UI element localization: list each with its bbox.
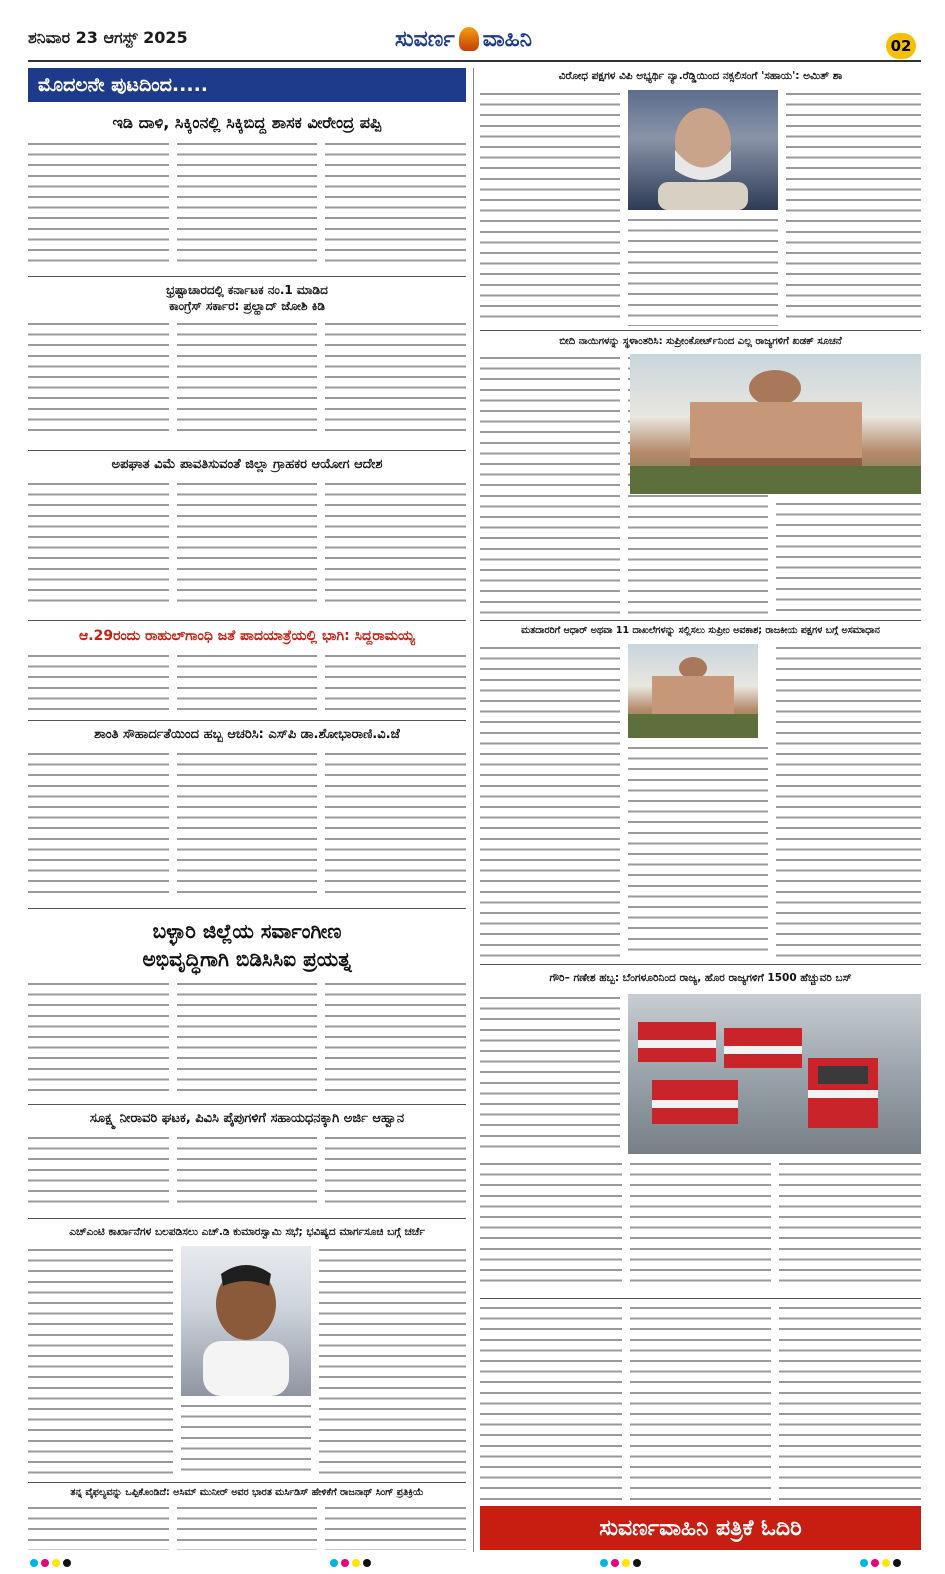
divider — [480, 964, 921, 965]
article-body-hmt-col1 — [28, 1246, 173, 1476]
article-headline-bdcci-1: ಬಳ್ಳಾರಿ ಜಿಲ್ಲೆಯ ಸರ್ವಾಂಗೀಣ — [152, 919, 342, 943]
masthead-divider — [28, 60, 921, 62]
article-headline-extra-buses: ಗೌರಿ– ಗಣೇಶ ಹಬ್ಬ: ಬೆಂಗಳೂರಿನಿಂದ ರಾಜ್ಯ, ಹೊರ ರಾಜ್ಯಗಳಿಗೆ 1500 ಹೆಚ್ಚುವರಿ ಬಸ್ — [549, 972, 852, 984]
article-body-joshi — [28, 320, 466, 438]
photo-supreme-court — [630, 354, 921, 494]
right-column — [480, 68, 921, 1552]
article-headline-sp-festival: ಶಾಂತಿ ಸೌಹಾರ್ದತೆಯಿಂದ ಹಬ್ಬ ಆಚರಿಸಿ: ಎಸ್‌ಪಿ ಡಾ.ಶೋಭಾರಾಣಿ.ವಿ.ಜೆ — [94, 727, 400, 742]
section-title: ಮೊದಲನೇ ಪುಟದಿಂದ..... — [28, 68, 466, 102]
photo-ksrtc-buses — [628, 994, 921, 1154]
photo-supreme-court-2 — [628, 644, 758, 738]
article-headline-joshi-2: ಕಾಂಗ್ರೆಸ್ ಸರ್ಕಾರ: ಪ್ರಲ್ಹಾದ್ ಜೋಶಿ ಕಿಡಿ — [169, 299, 325, 313]
divider — [28, 1218, 466, 1219]
article-body-aadhaar-col1 — [480, 644, 620, 958]
issue-date: ಶನಿವಾರ 23 ಆಗಸ್ಟ್ 2025 — [28, 28, 188, 47]
flame-icon — [459, 27, 479, 51]
article-headline-hmt: ಎಚ್‌ಎಂಟಿ ಕಾರ್ಖಾನೆಗಳ ಬಲಪಡಿಸಲು ಎಚ್.ಡಿ ಕುಮಾರಸ್ವಾಮಿ ಸಭೆ; ಭವಿಷ್ಯದ ಮಾರ್ಗಸೂಚಿ ಬಗ್ಗೆ ಚರ್ಚೆ — [69, 1226, 425, 1238]
newspaper-logo — [395, 24, 532, 54]
article-body-bdcci — [28, 980, 466, 1098]
article-body-rahul-yatra — [28, 652, 466, 716]
article-body-rajnath — [28, 1504, 466, 1550]
article-headline-aadhaar-voters: ಮತದಾರರಿಗೆ ಆಧಾರ್ ಅಥವಾ 11 ದಾಖಲೆಗಳನ್ನು ಸಲ್ಲಿಸಲು ಸುಪ್ರೀಂ ಅವಕಾಶ; ರಾಜಕೀಯ ಪಕ್ಷಗಳ ಬಗ್ಗೆ ಅಸಮಾಧಾನ — [521, 625, 880, 636]
print-registration-marks — [0, 1555, 945, 1574]
article-body-amit-col2 — [628, 216, 778, 326]
article-headline-joshi-1: ಭ್ರಷ್ಟಾಚಾರದಲ್ಲಿ ಕರ್ನಾಟಕ ನಂ.1 ಮಾಡಿದ — [166, 283, 328, 297]
article-body-dogs-col3 — [776, 500, 921, 614]
article-body-aadhaar-col3 — [776, 644, 921, 958]
left-column — [28, 68, 466, 1552]
divider — [28, 1482, 466, 1483]
divider — [480, 620, 921, 621]
photo-kumaraswamy — [181, 1246, 311, 1396]
article-headline-bdcci-2: ಅಭಿವೃದ್ಧಿಗಾಗಿ ಬಿಡಿಸಿಸಿಐ ಪ್ರಯತ್ನ — [142, 947, 352, 971]
registration-dots-right — [600, 1559, 641, 1567]
article-body-amit-col3 — [786, 90, 921, 326]
article-body-bus-lower — [480, 1160, 921, 1290]
article-headline-insurance-order: ಅಪಘಾತ ವಿಮೆ ಪಾವತಿಸುವಂತೆ ಜಿಲ್ಲಾ ಗ್ರಾಹಕರ ಆಯೋಗ ಆದೇಶ — [111, 457, 383, 472]
article-headline-stray-dogs: ಬೀದಿ ನಾಯಿಗಳನ್ನು ಸ್ಥಳಾಂತರಿಸಿ: ಸುಪ್ರೀಂಕೋರ್ಟ್‌ನಿಂದ ಎಲ್ಲ ರಾಜ್ಯಗಳಿಗೆ ಖಡಕ್ ಸೂಚನೆ — [559, 336, 842, 347]
article-body-dogs-col1 — [480, 354, 620, 614]
article-body-amit-col1 — [480, 90, 620, 326]
article-body-insurance-order — [28, 480, 466, 610]
masthead — [0, 0, 945, 62]
article-body-sp-festival — [28, 750, 466, 900]
divider — [28, 720, 466, 721]
article-body-hmt-col3 — [319, 1246, 466, 1476]
article-headline-amit-shah: ವಿರೋಧ ಪಕ್ಷಗಳ ವಿಪಿ ಅಭ್ಯರ್ಥಿ ನ್ಯಾ.ರೆಡ್ಡಿಯಿಂದ ನಕ್ಸಲಿಸಂಗೆ 'ಸಹಾಯ': ಅಮಿತ್ ಶಾ — [558, 70, 843, 82]
registration-dots-far-right — [860, 1559, 901, 1567]
article-body-irrigation — [28, 1134, 466, 1210]
article-headline-mla-ed-raid: ಇಡಿ ದಾಳಿ, ಸಿಕ್ಕಿಂನಲ್ಲಿ ಸಿಕ್ಕಿಬಿದ್ದ ಶಾಸಕ ವೀರೇಂದ್ರ ಪಪ್ಪಿ — [112, 113, 382, 132]
divider — [480, 1298, 921, 1299]
promo-banner: ಸುವರ್ಣವಾಹಿನಿ ಪತ್ರಿಕೆ ಓದಿರಿ — [480, 1506, 921, 1550]
article-body-mla-ed-raid — [28, 140, 466, 270]
article-headline-rajnath: ತನ್ನ ವೈಫಲ್ಯವನ್ನು ಒಪ್ಪಿಕೊಂಡಿದೆ: ಅಸಿಮ್ ಮುನೀರ್ ಅವರ ಭಾರತ ಮರ್ಸಿಡಿಸ್ ಹೇಳಿಕೆಗೆ ರಾಜನಾಥ್ ಸಿಂಗ್ ಪ್ರತಿಕ್ರಿಯೆ — [70, 1487, 424, 1498]
column-divider — [473, 68, 474, 1552]
divider — [480, 330, 921, 331]
registration-dots-left — [30, 1559, 71, 1567]
divider — [28, 620, 466, 621]
article-headline-irrigation: ಸೂಕ್ಷ್ಮ ನೀರಾವರಿ ಘಟಕ, ಪಿವಿಸಿ ಪೈಪುಗಳಿಗೆ ಸಹಾಯಧನಕ್ಕಾಗಿ ಅರ್ಜಿ ಆಹ್ವಾನ — [89, 1111, 405, 1126]
article-body-hmt-col2 — [181, 1402, 311, 1476]
divider — [28, 276, 466, 277]
article-body-aadhaar-col2 — [628, 744, 768, 958]
divider — [28, 450, 466, 451]
logo-text-right: ವಾಹಿನಿ — [482, 26, 533, 52]
divider — [28, 908, 466, 909]
article-body-bus-col1 — [480, 994, 620, 1154]
logo-text-left: ಸುವರ್ಣ — [395, 26, 455, 52]
page-number-badge: 02 — [886, 33, 916, 59]
registration-dots-center — [330, 1559, 371, 1567]
divider — [28, 1104, 466, 1105]
article-headline-rahul-yatra: ಆ.29ರಂದು ರಾಹುಲ್‌ಗಾಂಧಿ ಜತೆ ಪಾದಯಾತ್ರೆಯಲ್ಲಿ ಭಾಗಿ: ಸಿದ್ದರಾಮಯ್ಯ — [79, 628, 415, 644]
article-body-continuation — [480, 1304, 921, 1500]
photo-amit-shah — [628, 90, 778, 210]
